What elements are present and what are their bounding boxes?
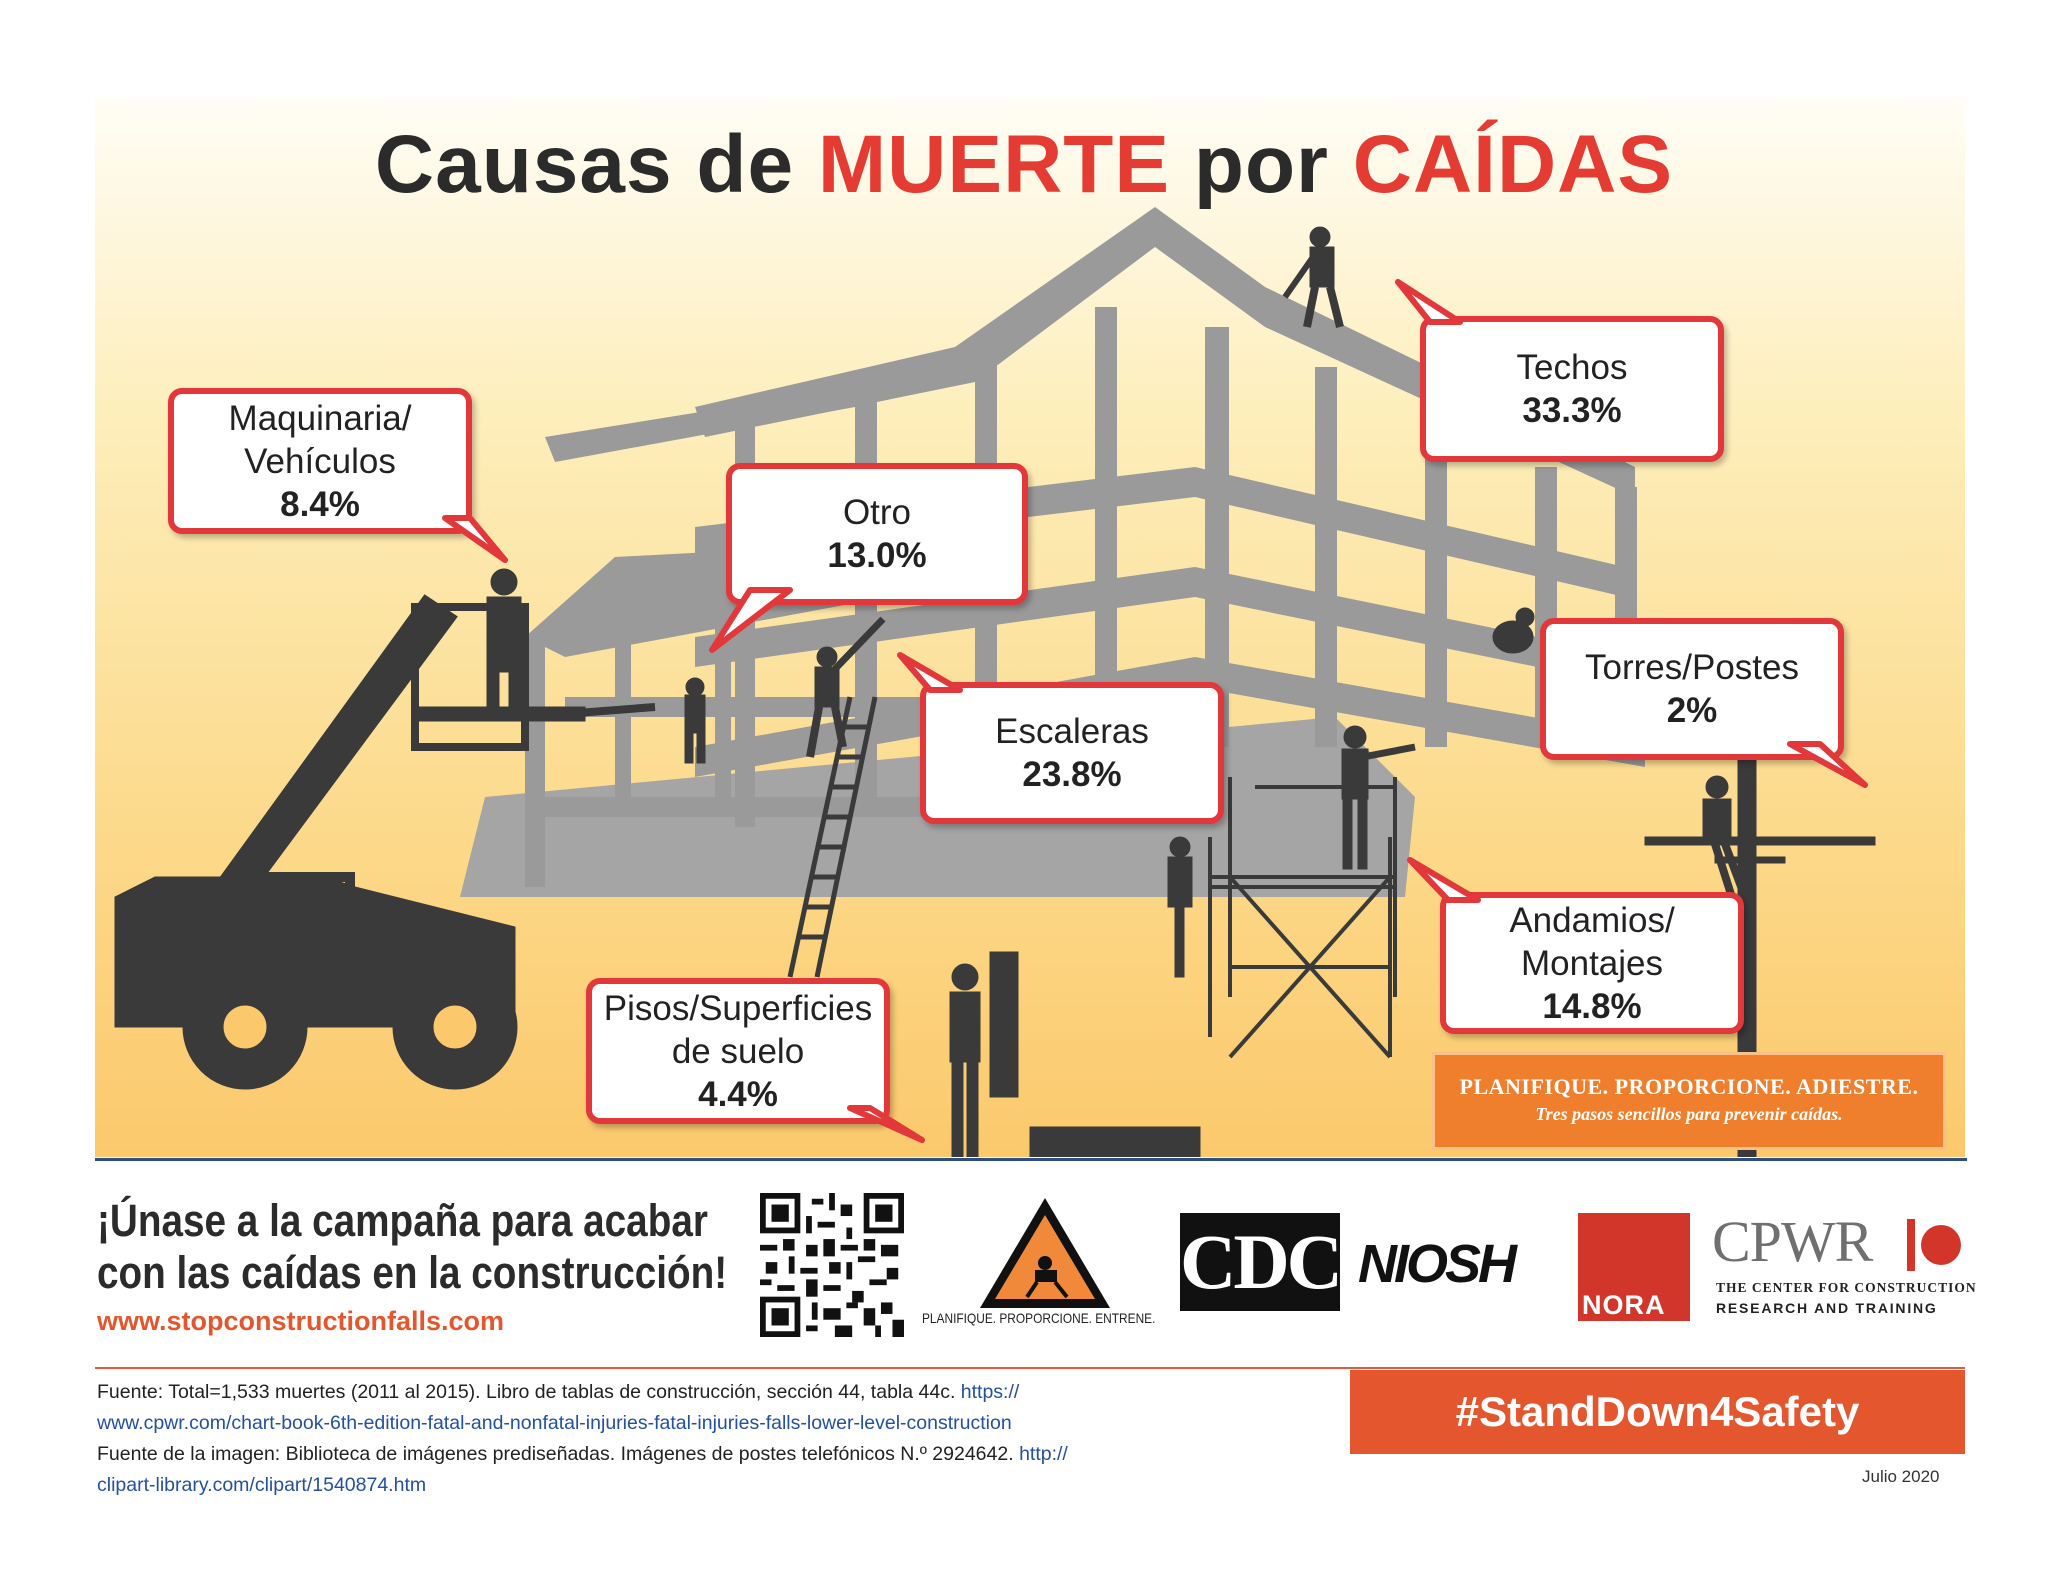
callout-label: Vehículos [244, 441, 396, 481]
title-part1: Causas de [374, 119, 818, 210]
nora-label: NORA [1582, 1290, 1666, 1320]
callout-label: Andamios/ [1509, 900, 1675, 940]
callout-label: de suelo [671, 1031, 805, 1071]
callout-label: Montajes [1520, 943, 1664, 983]
callout-percent: 8.4% [280, 484, 360, 524]
callout-percent: 13.0% [827, 536, 927, 575]
website-link[interactable]: www.stopconstructionfalls.com [97, 1306, 505, 1336]
pointer-andamios [1410, 860, 1478, 900]
plan-banner-title: PLANIFIQUE. PROPORCIONE. ADIESTRE. [1459, 1074, 1919, 1099]
callout-percent: 23.8% [1022, 755, 1122, 794]
title-part3: por [1170, 119, 1353, 210]
pointer-techos [1398, 282, 1460, 322]
pointer-escaleras [900, 655, 960, 690]
campaign-line2: con las caídas en la construcción! [97, 1247, 728, 1298]
pointer-torres [1790, 744, 1865, 785]
callout-label: Escaleras [995, 712, 1149, 751]
source-link[interactable]: www.cpwr.com/chart-book-6th-edition-fatal-and-nonfatal-injuries-fatal-injuries-falls-lower-level-construction [97, 1412, 1012, 1434]
divider [95, 1367, 1965, 1369]
pointer-otro [712, 590, 790, 650]
date-label: Julio 2020 [1862, 1467, 1940, 1486]
niosh-logo: NIOSH [1358, 1234, 1515, 1294]
cdc-logo: CDC [1180, 1213, 1340, 1311]
divider [95, 1158, 1967, 1161]
pointer-maquinaria [445, 518, 505, 560]
title-caidas: CAÍDAS [1352, 119, 1674, 210]
callout-label: Otro [842, 493, 912, 532]
campaign-line1: ¡Únase a la campaña para acabar [97, 1195, 708, 1246]
source-link[interactable]: clipart-library.com/clipart/1540874.htm [97, 1474, 427, 1496]
callout-label: Maquinaria/ [228, 398, 412, 438]
source-text: Fuente de la imagen: Biblioteca de imágenes prediseñadas. Imágenes de postes telefónicos N.º 2924642. [97, 1443, 1020, 1465]
cpwr-subtitle-1: THE CENTER FOR CONSTRUCTION [1716, 1280, 1977, 1295]
cpwr-emblem-icon [1905, 1215, 1965, 1275]
source-link[interactable]: http:// [1019, 1443, 1068, 1465]
qr-code-icon[interactable] [760, 1193, 904, 1337]
source-line-3 [97, 1439, 1337, 1470]
callout-percent: 33.3% [1522, 391, 1622, 430]
source-line-1 [97, 1377, 1337, 1408]
nora-logo [1578, 1213, 1690, 1321]
pointer-pisos [850, 1108, 922, 1140]
title-muerte: MUERTE [817, 119, 1171, 210]
cpwr-subtitle-2: RESEARCH AND TRAINING [1716, 1300, 1938, 1316]
cpwr-logo: CPWR [1712, 1209, 1873, 1274]
sources-block [97, 1377, 1337, 1501]
campaign-heading [97, 1195, 727, 1299]
warning-triangle-icon [975, 1193, 1115, 1313]
hashtag-banner: #StandDown4Safety [1350, 1370, 1965, 1454]
plan-logo-caption: PLANIFIQUE. PROPORCIONE. ENTRENE. [922, 1310, 1156, 1326]
plan-banner-subtitle: Tres pasos sencillos para prevenir caídas. [1535, 1104, 1843, 1124]
source-text: Fuente: Total=1,533 muertes (2011 al 2015). Libro de tablas de construcción, sección 44, tabla 44c. [97, 1381, 961, 1403]
callout-label: Torres/Postes [1585, 648, 1799, 687]
plan-banner [1432, 1052, 1946, 1150]
callout-label: Techos [1516, 348, 1628, 387]
source-link[interactable]: https:// [960, 1381, 1020, 1403]
callout-label: Pisos/Superficies [603, 988, 873, 1028]
callout-percent: 2% [1666, 691, 1718, 730]
callout-percent: 14.8% [1542, 986, 1642, 1026]
callout-percent: 4.4% [698, 1074, 778, 1114]
